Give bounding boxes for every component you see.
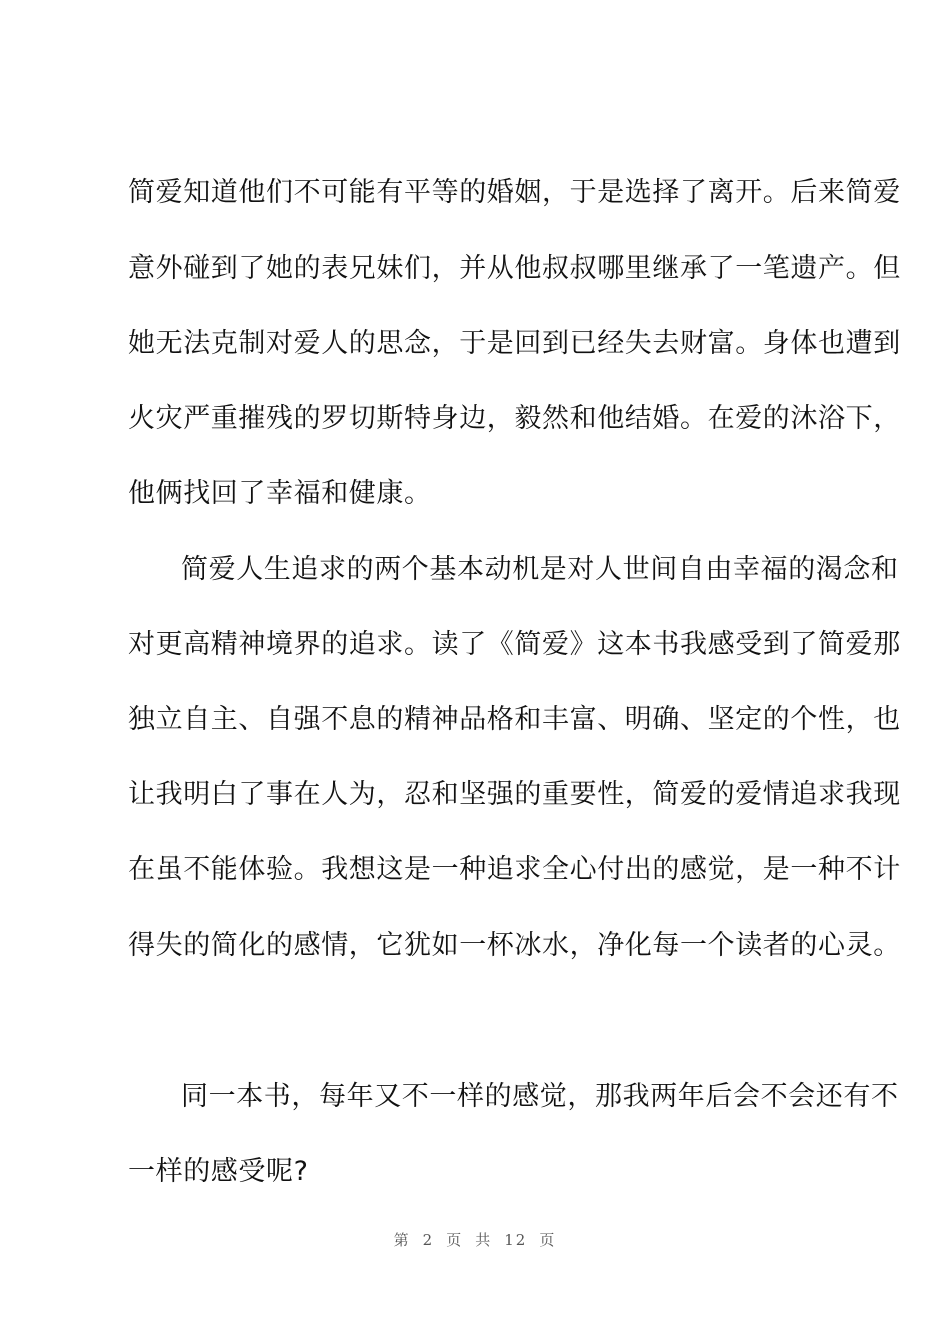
paragraph-line: 简爱人生追求的两个基本动机是对人世间自由幸福的渴念和	[181, 554, 899, 585]
paragraph-line: 简爱知道他们不可能有平等的婚姻，于是选择了离开。后来简爱	[128, 177, 901, 208]
footer-label-gong: 共	[475, 1231, 493, 1249]
paragraph-line: 让我明白了事在人为，忍和坚强的重要性，简爱的爱情追求我现	[128, 779, 901, 810]
paragraph-line: 她无法克制对爱人的思念，于是回到已经失去财富。身体也遭到	[128, 328, 901, 359]
paragraph-line: 在虽不能体验。我想这是一种追求全心付出的感觉，是一种不计	[128, 854, 901, 885]
paragraph-line: 同一本书，每年又不一样的感觉，那我两年后会不会还有不	[181, 1081, 899, 1112]
footer-label-di: 第	[393, 1231, 411, 1249]
paragraph-line: 意外碰到了她的表兄妹们，并从他叔叔哪里继承了一笔遗产。但	[128, 253, 901, 284]
paragraph-line: 独立自主、自强不息的精神品格和丰富、明确、坚定的个性，也	[128, 704, 901, 735]
footer-label-ye-end: 页	[539, 1231, 557, 1249]
paragraph-line: 火灾严重摧残的罗切斯特身边，毅然和他结婚。在爱的沐浴下，	[128, 403, 901, 434]
paragraph-line: 一样的感受呢?	[128, 1156, 309, 1187]
paragraph-line: 对更高精神境界的追求。读了《简爱》这本书我感受到了简爱那	[128, 629, 901, 660]
paragraph-line: 他俩找回了幸福和健康。	[128, 478, 432, 509]
footer-total-pages: 12	[504, 1231, 528, 1249]
paragraph-line: 得失的简化的感情，它犹如一杯冰水，净化每一个读者的心灵。	[128, 930, 901, 961]
page-footer	[0, 1229, 950, 1250]
footer-page-number: 2	[422, 1231, 435, 1249]
footer-label-ye: 页	[446, 1231, 464, 1249]
